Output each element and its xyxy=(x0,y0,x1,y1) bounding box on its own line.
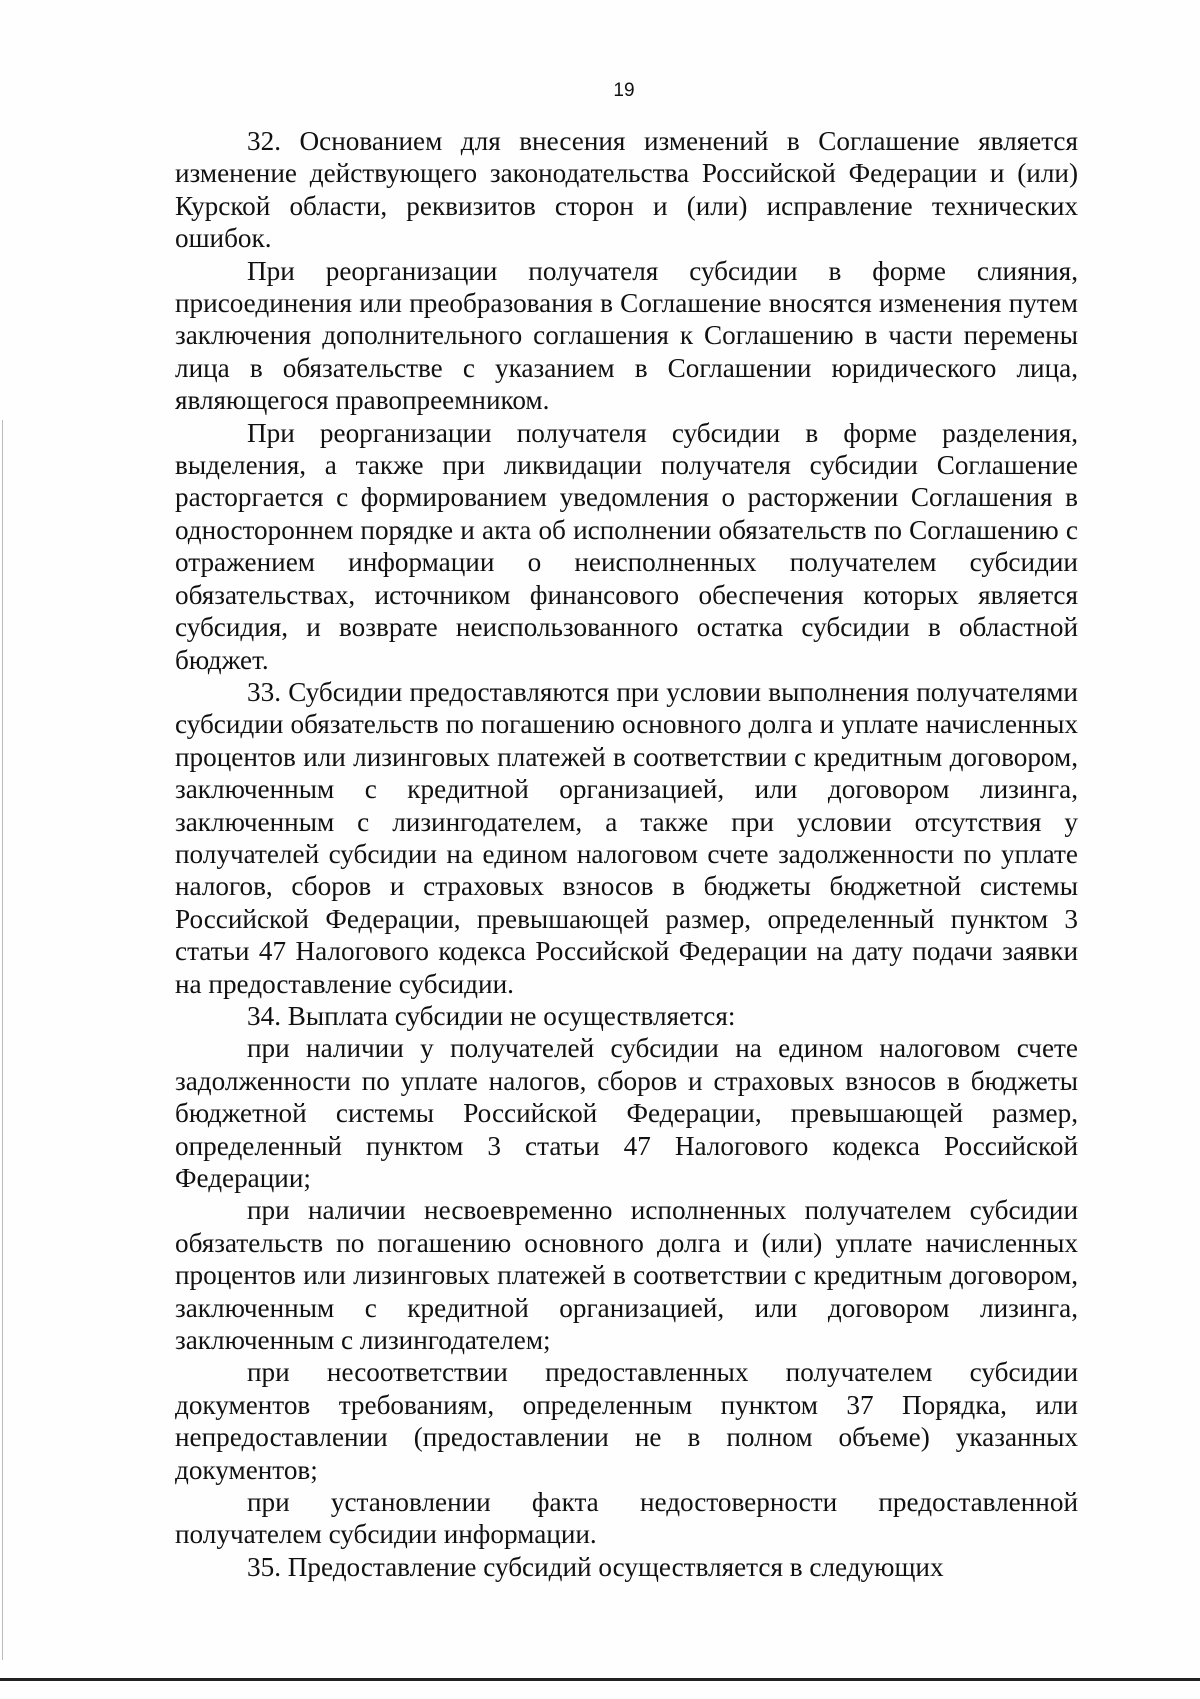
page-number: 19 xyxy=(613,80,635,101)
paragraph-reorganization-division: При реорганизации получателя субсидии в форме разделения, выделения, а также при ликвидации получателя субсидии Соглашение расторгается с формированием уведомления о расторжении Соглашения в одностороннем порядке и акта об исполнении обязательств по Соглашению с отражением информации о неисполненных получателем субсидии обязательствах, источником финансового обеспечения которых является субсидия, и возврате неиспользованного остатка субсидии в областной бюджет. xyxy=(175,417,1078,675)
paragraph-reorganization-merger: При реорганизации получателя субсидии в форме слияния, присоединения или преобразования в Соглашение вносятся изменения путем заключения дополнительного соглашения к Соглашению в части перемены лица в обязательстве с указанием в Соглашении юридического лица, являющегося правопреемником. xyxy=(175,255,1078,416)
paragraph-34-tax-debt: при наличии у получателей субсидии на едином налоговом счете задолженности по уплате налогов, сборов и страховых взносов в бюджеты бюджетной системы Российской Федерации, превышающей размер, определенный пунктом 3 статьи 47 Налогового кодекса Российской Федерации; xyxy=(175,1033,1078,1193)
paragraph-34-late-obligations: при наличии несвоевременно исполненных получателем субсидии обязательств по погашению основного долга и (или) уплате начисленных процентов или лизинговых платежей в соответствии с кредитным договором, заключенным с кредитной организацией, или договором лизинга, заключенным с лизингодателем; xyxy=(175,1195,1078,1356)
scan-edge-line xyxy=(2,420,3,1660)
paragraph-33: 33. Субсидии предоставляются при условии выполнения получателями субсидии обязательств по погашению основного долга и уплате начисленных процентов или лизинговых платежей в соответствии с кредитным договором, заключенным с кредитной организацией, или договором лизинга, заключенным с лизингодателем, а также при условии отсутствия у получателей субсидии на едином налоговом счете задолженности по уплате налогов, сборов и страховых взносов в бюджеты бюджетной системы Российской Федерации, превышающей размер, определенный пунктом 3 статьи 47 Налогового кодекса Российской Федерации на дату подачи заявки на предоставление субсидии. xyxy=(175,676,1078,999)
paragraph-35: 35. Предоставление субсидий осуществляется в следующих xyxy=(247,1551,944,1582)
paragraph-34-documents: при несоответствии предоставленных получателем субсидии документов требованиям, определенным пунктом 37 Порядка, или непредоставлении (предоставлении не в полном объеме) указанных документов; xyxy=(175,1357,1078,1485)
document-body xyxy=(175,125,1078,1583)
paragraph-34: 34. Выплата субсидии не осуществляется: xyxy=(247,1000,736,1031)
paragraph-32: 32. Основанием для внесения изменений в Соглашение является изменение действующего законодательства Российской Федерации и (или) Курской области, реквизитов сторон и (или) исправление технических ошибок. xyxy=(175,126,1078,254)
bottom-border-line xyxy=(0,1678,1200,1681)
paragraph-34-false-info: при установлении факта недостоверности предоставленной получателем субсидии информации. xyxy=(175,1487,1078,1550)
